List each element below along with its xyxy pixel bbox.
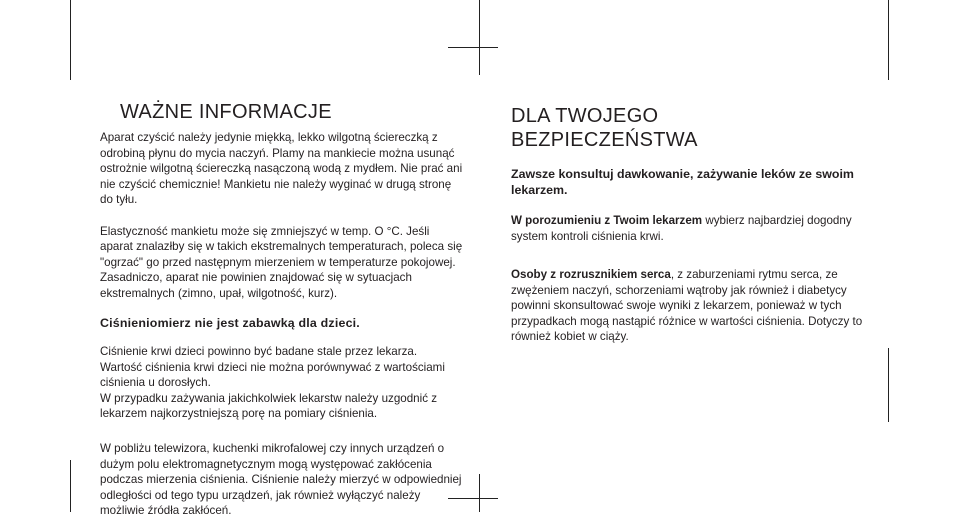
crop-mark	[70, 460, 71, 512]
section-title: WAŻNE INFORMACJE	[120, 101, 332, 123]
medication-paragraph: W przypadku zażywania jakichkolwiek lekarstw należy uzgodnić z lekarzem najkorzystniejszą porę na pomiary ciśnienia.	[100, 391, 438, 420]
doctor-text: wybierz najbardziej dogodny system kontroli ciśnienia krwi.	[511, 214, 852, 243]
crop-mark	[888, 348, 889, 422]
safety-section	[511, 104, 871, 345]
pacemaker-paragraph	[511, 267, 871, 345]
doctor-bold: W porozumieniu z Twoim lekarzem	[511, 214, 703, 227]
important-info-section	[100, 100, 465, 422]
crop-mark	[448, 47, 498, 48]
safety-lead: Zawsze konsultuj dawkowanie, zażywanie leków ze swoim lekarzem.	[511, 167, 854, 197]
interference-section	[100, 441, 465, 519]
crop-mark	[888, 0, 889, 80]
crop-mark	[479, 0, 480, 75]
crop-mark	[479, 474, 480, 512]
extreme-conditions-paragraph: Zasadniczo, aparat nie powinien znajdować się w sytuacjach ekstremalnych (zimno, upał, wilgotność, kurz).	[100, 271, 412, 300]
temperature-paragraph: Elastyczność mankietu może się zmniejszyć w temp. O °C. Jeśli aparat znalazłby się w takich ekstremalnych temperaturach, poleca się "ogrzać" go przed następnym mierzeniem w temperaturze pokojowej.	[100, 224, 463, 269]
interference-paragraph: W pobliżu telewizora, kuchenki mikrofalowej czy innych urządzeń o dużym polu elektromagnetycznym mogą występować zakłócenia podczas mierzenia ciśnienia. Ciśnienie należy mierzyć w odpowiedniej odległości od tego typu urządzeń, jak również wyłączyć należy możliwie źródła zakłóceń.	[100, 442, 462, 517]
safety-title: DLA TWOJEGO BEZPIECZEŃSTWA	[511, 105, 698, 151]
children-values-paragraph: Wartość ciśnienia krwi dzieci nie można porównywać z wartościami ciśnienia u dorosłych.	[100, 360, 445, 389]
crop-mark	[70, 0, 71, 80]
children-warning-heading: Ciśnieniomierz nie jest zabawką dla dzieci.	[100, 316, 360, 330]
cleaning-paragraph: Aparat czyścić należy jedynie miękką, lekko wilgotną ściereczką z odrobiną płynu do mycia naczyń. Plamy na mankiecie można usunąć ostrożnie wilgotną ściereczką nasączoną wodą z mydłem. Nie prać ani nie czyścić chemicznie! Mankietu nie należy wyginać w drugą stronę do tyłu.	[100, 131, 463, 206]
doctor-paragraph	[511, 213, 871, 244]
pacemaker-bold: Osoby z rozrusznikiem serca	[511, 268, 671, 281]
children-paragraph: Ciśnienie krwi dzieci powinno być badane stale przez lekarza.	[100, 345, 418, 358]
pacemaker-text: , z zaburzeniami rytmu serca, ze zwężeniem naczyń, schorzeniami wątroby jak również i diabetycy powinni skonsultować swoje wyniki z lekarzem, ponieważ w tych przypadkach mogą nastąpić różnice w wartości ciśnienia. Dotyczy to również kobiet w ciąży.	[511, 268, 863, 343]
